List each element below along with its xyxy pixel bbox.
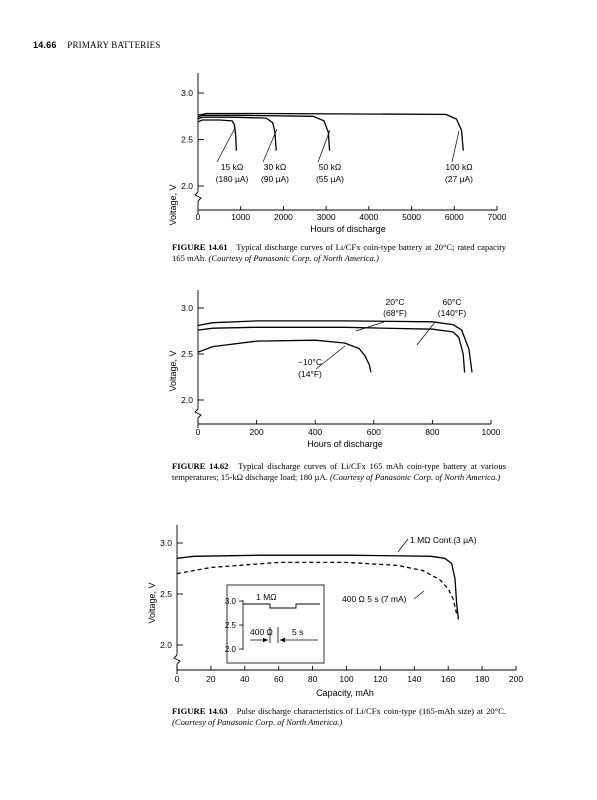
x-tick-label: 0 <box>195 427 201 437</box>
series-label: 1 MΩ Cont.(3 µA) <box>410 535 477 545</box>
series-label-sub: (27 µA) <box>444 174 474 184</box>
leader-line <box>263 129 277 162</box>
figure-14-62-caption <box>172 461 506 483</box>
x-tick-label: 100 <box>339 674 354 684</box>
y-tick-label: 2.0 <box>181 181 193 191</box>
page-header <box>33 40 161 50</box>
series-line <box>198 327 465 372</box>
series-label: 60°C <box>442 297 462 307</box>
leader-line <box>414 591 424 599</box>
axis-break-mark <box>195 192 201 201</box>
figure-14-61-chart <box>0 65 597 235</box>
y-tick-label: 3.0 <box>181 303 193 313</box>
caption-credit: (Courtesy of Panasonic Corp. of North America.) <box>208 253 379 264</box>
x-tick-label: 6000 <box>444 212 464 222</box>
x-axis-label: Hours of discharge <box>307 439 383 449</box>
axis-break-mark <box>174 655 180 664</box>
leader-line <box>356 322 384 331</box>
x-tick-label: 180 <box>475 674 490 684</box>
y-tick-label: 2.0 <box>181 395 193 405</box>
series-label-sub: (14°F) <box>298 369 322 379</box>
svg-text:2.0: 2.0 <box>224 645 236 654</box>
series-label: 50 kΩ <box>318 162 342 172</box>
series-label: 20°C <box>385 297 405 307</box>
series-label: 15 kΩ <box>220 162 244 172</box>
y-tick-label: 2.0 <box>160 640 172 650</box>
y-axis-label: Voltage, V <box>147 582 157 624</box>
figure-label: FIGURE 14.62 <box>172 461 229 471</box>
series-label-sub: (140°F) <box>437 308 467 318</box>
caption-credit: (Courtesy of Panasonic Corp. of North America.) <box>329 472 501 483</box>
x-tick-label: 400 <box>308 427 323 437</box>
x-tick-label: 1000 <box>481 427 501 437</box>
axis-break-mark <box>195 409 201 418</box>
x-tick-label: 7000 <box>487 212 507 222</box>
x-tick-label: 20 <box>206 674 216 684</box>
series-label-sub: (90 µA) <box>260 174 290 184</box>
leader-line <box>398 539 408 552</box>
x-tick-label: 4000 <box>359 212 379 222</box>
y-tick-label: 3.0 <box>160 538 172 548</box>
series-line <box>198 340 371 372</box>
y-tick-label: 2.5 <box>160 589 172 599</box>
caption-text: Pulse discharge characteristics of Li/CFx coin-type (165-mAh size) at 20°C. <box>236 706 506 716</box>
figure-14-63-caption <box>172 706 506 728</box>
series-label: −10°C <box>298 357 322 367</box>
x-tick-label: 40 <box>240 674 250 684</box>
leader-line <box>217 128 235 162</box>
x-tick-label: 800 <box>425 427 440 437</box>
x-tick-label: 3000 <box>316 212 336 222</box>
series-label-sub: (180 µA) <box>215 174 249 184</box>
y-tick-label: 2.5 <box>181 134 193 145</box>
leader-line <box>417 322 435 345</box>
series-label: 400 Ω 5 s (7 mA) <box>342 594 407 604</box>
figure-14-62-chart <box>0 285 597 455</box>
caption-credit: (Courtesy of Panasonic Corp. of North America.) <box>172 717 343 728</box>
figure-14-63-chart <box>0 515 597 700</box>
figure-label: FIGURE 14.63 <box>172 706 228 716</box>
x-tick-label: 200 <box>508 674 524 684</box>
svg-text:3.0: 3.0 <box>224 597 236 606</box>
series-label-sub: (68°F) <box>383 308 407 318</box>
x-axis-label: Capacity, mAh <box>316 688 374 698</box>
y-axis-label: Voltage, V <box>168 350 178 392</box>
figure-14-61-caption <box>172 242 506 264</box>
leader-line <box>452 131 459 162</box>
x-tick-label: 0 <box>195 212 201 222</box>
x-tick-label: 140 <box>407 674 422 684</box>
x-tick-label: 1000 <box>231 212 251 222</box>
x-tick-label: 0 <box>174 674 180 684</box>
x-tick-label: 5000 <box>402 212 422 222</box>
inset-label-1mohm: 1 MΩ <box>256 592 277 602</box>
x-tick-label: 60 <box>273 674 284 684</box>
series-label-sub: (55 µA) <box>315 174 345 184</box>
x-tick-label: 160 <box>441 674 456 684</box>
series-line <box>198 120 236 151</box>
svg-text:2.5: 2.5 <box>224 621 236 630</box>
x-tick-label: 600 <box>366 427 381 437</box>
inset-diagram <box>225 585 324 663</box>
x-tick-label: 80 <box>307 674 318 684</box>
figure-label: FIGURE 14.61 <box>172 242 228 252</box>
inset-label-5s: 5 s <box>292 627 304 637</box>
running-title: PRIMARY BATTERIES <box>67 40 161 50</box>
inset-label-400ohm: 400 Ω <box>250 627 273 637</box>
y-axis-label: Voltage, V <box>168 184 178 226</box>
series-label: 100 kΩ <box>445 162 473 172</box>
series-label: 30 kΩ <box>263 162 287 172</box>
series-line <box>198 117 276 151</box>
y-tick-label: 3.0 <box>181 88 193 98</box>
series-line <box>198 114 463 151</box>
y-tick-label: 2.5 <box>181 349 193 359</box>
caption-text: Typical discharge curves of Li/CFx coin-type battery at 20°C; rated capacity 165 mAh. <box>172 242 506 264</box>
x-tick-label: 2000 <box>273 212 293 222</box>
caption-text: Typical discharge curves of Li/CFx 165 mAh coin-type battery at various temperatures; 15-kΩ discharge load; 180 µA. <box>172 461 506 483</box>
x-axis-label: Hours of discharge <box>310 224 386 234</box>
x-tick-label: 120 <box>373 674 388 684</box>
page-number: 14.66 <box>33 40 57 50</box>
x-tick-label: 200 <box>249 427 264 437</box>
leader-line <box>318 130 330 162</box>
